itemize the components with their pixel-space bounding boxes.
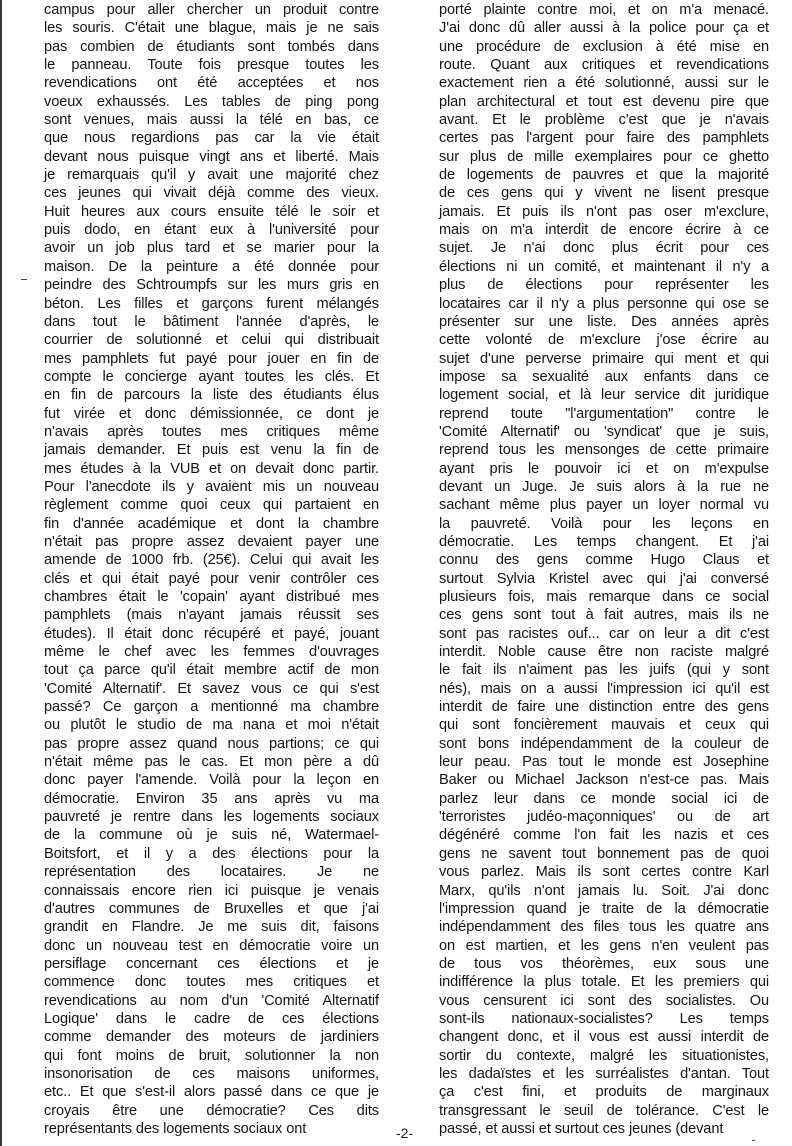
text-line: 'terroristes judéo-maçonniques' ou de art: [439, 809, 769, 826]
text-line: leur peau. Pas tout le monde est Josephine: [439, 754, 769, 771]
text-line: Pour l'anecdote ils y avaient mis un nouveau: [44, 478, 379, 495]
text-line: campus pour aller chercher un produit contre: [44, 2, 379, 18]
text-line: sujet d'une perverse primaire qui ment et qui: [439, 350, 769, 367]
text-line: Huit heures aux cours ensuite télé le soir et: [44, 203, 379, 220]
text-line: voeux exhaussés. Les tables de ping pong: [44, 93, 379, 110]
text-line: J'ai donc dû aller aussi à la police pour ça et: [439, 20, 769, 37]
text-line: clés et qui était payé pour venir contrôler ces: [44, 570, 379, 587]
text-line: porté plainte contre moi, et on m'a menacé.: [439, 2, 769, 18]
text-line: dégénéré comme l'on fait les nazis et ces: [439, 827, 769, 844]
text-line: représentants des logements sociaux ont: [44, 1120, 307, 1137]
text-line: interdit. Noble cause être non raciste malgré: [439, 644, 769, 661]
text-line: vous parlez. Mais ils sont certes contre Karl: [439, 864, 769, 881]
text-line: persiflage concernant ces élections et je: [44, 955, 379, 972]
text-line: compte le concierge ayant toutes les clés. Et: [44, 368, 379, 385]
text-line: les souris. C'était une blague, mais je ne sais: [44, 20, 379, 37]
text-line: ça c'est fini, et produits de marginaux: [439, 1084, 769, 1101]
text-line: études). Il était donc récupéré et payé, jouant: [44, 625, 379, 642]
text-line: sujet. Je n'ai donc plus écrit pour ces: [439, 240, 769, 257]
text-line: sachant même plus payer un loyer normal vu: [439, 497, 769, 514]
text-line: sur plus de mille exemplaires pour ce ghetto: [439, 148, 769, 165]
text-line: revendications ont été acceptées et nos: [44, 75, 379, 92]
text-line: mais on m'a interdit de encore écrire à ce: [439, 222, 769, 239]
text-line: en fin de parcours la liste des étudiants élus: [44, 387, 379, 404]
text-line: 'Comité Alternatif'. Et savez vous ce qui s'est: [44, 680, 379, 697]
text-line: sont venues, mais aussi la télé en bas, ce: [44, 112, 379, 129]
scan-edge: [0, 0, 2, 1146]
text-line: peindre des Schtroumpfs sur les murs gris en: [44, 277, 379, 294]
text-line: Boitsfort, et il y a des élections pour la: [44, 845, 379, 862]
text-line: passé? Ce garçon a mentionné ma chambre: [44, 699, 379, 716]
text-line: gens ne savent tout bonnement pas de quoi: [439, 845, 769, 862]
text-line: le fait ils n'aiment pas les juifs (qui y sont: [439, 662, 769, 679]
left-text-column: [44, 1, 379, 1138]
text-line: Logique' dans le cadre de ces élections: [44, 1010, 379, 1027]
text-line: donc payer l'amende. Voilà pour la leçon en: [44, 772, 379, 789]
text-line: devant un Juge. Je suis alors à la rue ne: [439, 478, 769, 495]
text-line: croyais être une démocratie? Ces dits: [44, 1102, 379, 1119]
text-line: puis dodo, en étant eux à l'université pour: [44, 222, 379, 239]
text-line: pas combien de étudiants sont tombés dans: [44, 38, 379, 55]
text-line: le panneau. Toute fois presque toutes les: [44, 57, 379, 74]
text-line: avant. Et le problème c'est que je n'avais: [439, 112, 769, 129]
text-line: mes pamphlets fut payé pour jouer en fin de: [44, 350, 379, 367]
text-line: comme demander des moteurs de jardiniers: [44, 1029, 379, 1046]
text-line: représentation des locataires. Je ne: [44, 864, 379, 881]
text-line: reprend toute "l'argumentation" contre le: [439, 405, 769, 422]
text-line: jamais. Et puis ils n'ont pas oser m'exclure,: [439, 203, 769, 220]
text-line: démocratie. Environ 35 ans après vu ma: [44, 790, 379, 807]
text-line: jamais demander. Et puis est venu la fin de: [44, 442, 379, 459]
text-line: une procédure de exclusion à été mise en: [439, 38, 769, 55]
text-line: exactement rien a été solutionné, aussi sur le: [439, 75, 769, 92]
text-line: indépendamment des files tous les quatre ans: [439, 919, 769, 936]
text-line: maison. De la peinture a été donnée pour: [44, 258, 379, 275]
text-line: on est martien, et les gens n'en veulent pas: [439, 937, 769, 954]
text-line: interdit de faire une distinction entre des gens: [439, 699, 769, 716]
text-line: démocratie. Les temps changent. Et j'ai: [439, 533, 769, 550]
text-line: 'Comité Alternatif' ou 'syndicat' que je suis,: [439, 423, 769, 440]
text-line: qui font moins de bruit, solutionner la non: [44, 1047, 379, 1064]
text-line: changent donc, et il vous est aussi interdit de: [439, 1029, 769, 1046]
text-line: tout ça parce qu'il était membre actif de mon: [44, 662, 379, 679]
text-line: béton. Les filles et garçons furent mélangés: [44, 295, 379, 312]
text-line: courrier de solutionné et celui qui distribuait: [44, 332, 379, 349]
text-line: élections ni un comité, et maintenant il n'y a: [439, 258, 769, 275]
text-line: devant nous puisque vingt ans et liberté. Mais: [44, 148, 379, 165]
text-line: mes études à la VUB et on devait donc partir.: [44, 460, 379, 477]
text-line: connu des gens comme Hugo Claus et: [439, 552, 769, 569]
text-line: ou plutôt le studio de ma nana et moi n'était: [44, 717, 379, 734]
text-line: revendications au nom d'un 'Comité Alternatif: [44, 992, 379, 1009]
text-line: reprend tous les mensonges de cette primaire: [439, 442, 769, 459]
text-line: n'avais après toutes mes critiques même: [44, 423, 379, 440]
page-number: -2-: [396, 1125, 414, 1141]
text-line: Marx, qu'ils n'ont jamais lu. Soit. J'ai donc: [439, 882, 769, 899]
text-line: indifférence la plus totale. Et les premiers qui: [439, 974, 769, 991]
text-line: ayant pris le pouvoir ici et on m'expulse: [439, 460, 769, 477]
text-line: sont pas racistes ouf... car on leur a dit c'est: [439, 625, 769, 642]
text-line: nés), mais on a aussi l'impression ici qu'il est: [439, 680, 769, 697]
text-line: pamphlets (mais n'ayant jamais réussit ses: [44, 607, 379, 624]
text-line: certes pas l'argent pour faire des pamphlets: [439, 130, 769, 147]
right-text-column: [439, 1, 769, 1138]
text-line: commence donc toutes mes critiques et: [44, 974, 379, 991]
text-line: fin d'année académique et dont la chambre: [44, 515, 379, 532]
text-line: même le chef avec les femmes d'ouvrages: [44, 644, 379, 661]
scan-speck: [752, 1140, 755, 1141]
text-line: sortir du contexte, malgré les situationistes,: [439, 1047, 769, 1064]
text-line: règlement comme quoi ceux qui partaient en: [44, 497, 379, 514]
text-line: parlez leur dans ce monde social ici de: [439, 790, 769, 807]
text-line: n'était même pas le cas. Et mon père a dû: [44, 754, 379, 771]
text-line: plusieurs fois, mais remarque dans ce social: [439, 589, 769, 605]
text-line: pauvreté je rentre dans les logements sociaux: [44, 809, 379, 826]
text-line: cette volonté de m'exclure j'ose écrire au: [439, 332, 769, 349]
text-line: logement social, et là leur service dit juridique: [439, 387, 769, 404]
text-line: pas propre assez quand nous partions; ce qui: [44, 735, 379, 752]
text-line: amende de 1000 frb. (25€). Celui qui avait les: [44, 552, 379, 569]
text-line: insonorisation de ces maisons uniformes,: [44, 1065, 379, 1082]
text-line: plan architectural et tout est devenu pire que: [439, 93, 769, 110]
text-line: sont bons indépendamment de la couleur de: [439, 735, 769, 752]
text-line: de tous vos théorèmes, eux sous une: [439, 955, 769, 972]
text-line: fut virée et donc démissionnée, ce dont je: [44, 405, 379, 422]
text-line: sont-ils nationaux-socialistes? Les temps: [439, 1010, 769, 1027]
text-line: passé, et aussi et surtout ces jeunes (devant: [439, 1120, 724, 1137]
text-line: Baker ou Michael Jackson n'est-ce pas. Mais: [439, 772, 769, 789]
text-line: qui sont foncièrement mauvais et ceux qui: [439, 717, 769, 734]
text-line: transgressant le seuil de tolérance. C'est le: [439, 1102, 769, 1119]
text-line: n'était pas propre assez devaient payer une: [44, 533, 379, 550]
text-line: de logements de pauvres et que la majorité: [439, 167, 769, 184]
text-line: je remarquais qu'il y avait une majorité chez: [44, 167, 379, 184]
text-line: ces jeunes qui vivait déjà comme des vieux.: [44, 185, 379, 202]
text-line: avoir un job plus tard et se marier pour la: [44, 240, 379, 257]
text-line: de ces gens qui y vivent ne lisent presque: [439, 185, 769, 202]
text-line: d'autres communes de Bruxelles et que j'ai: [44, 900, 379, 917]
text-line: la pauvreté. Voilà pour les leçons en: [439, 515, 769, 532]
text-line: connaissais encore rien ici puisque je venais: [44, 882, 379, 899]
text-line: route. Quant aux critiques et revendications: [439, 57, 769, 74]
text-line: impose sa sexualité aux enfants dans ce: [439, 368, 769, 385]
text-line: les dadaïstes et les surréalistes d'antan. Tout: [439, 1065, 769, 1082]
text-line: surtout Sylvia Kristel avec qui j'ai conversé: [439, 570, 769, 587]
text-line: l'impression quand je traite de la démocratie: [439, 900, 769, 917]
text-line: présenter sur une liste. Des années après: [439, 313, 769, 330]
text-line: locataires car il n'y a plus personne qui ose se: [439, 295, 769, 312]
text-line: dans tout le bâtiment l'année d'après, le: [44, 313, 379, 330]
text-line: donc un nouveau test en démocratie voire un: [44, 937, 379, 954]
text-line: plus de élections pour représenter les: [439, 277, 769, 294]
text-line: vous censurent ici sont des socialistes. Ou: [439, 992, 769, 1009]
text-line: ces gens sont tout à fait autres, mais ils ne: [439, 607, 769, 624]
text-line: que nous regardions pas car la vie était: [44, 130, 379, 147]
text-line: chambres était le 'copain' ayant distribué mes: [44, 589, 379, 605]
text-line: grandit en Flandre. Je me suis dit, faisons: [44, 919, 379, 936]
text-line: de la commune où je suis né, Watermael-: [44, 827, 379, 844]
text-line: etc.. Et que s'est-il alors passé dans ce que je: [44, 1084, 379, 1101]
scan-speck: [21, 279, 27, 280]
